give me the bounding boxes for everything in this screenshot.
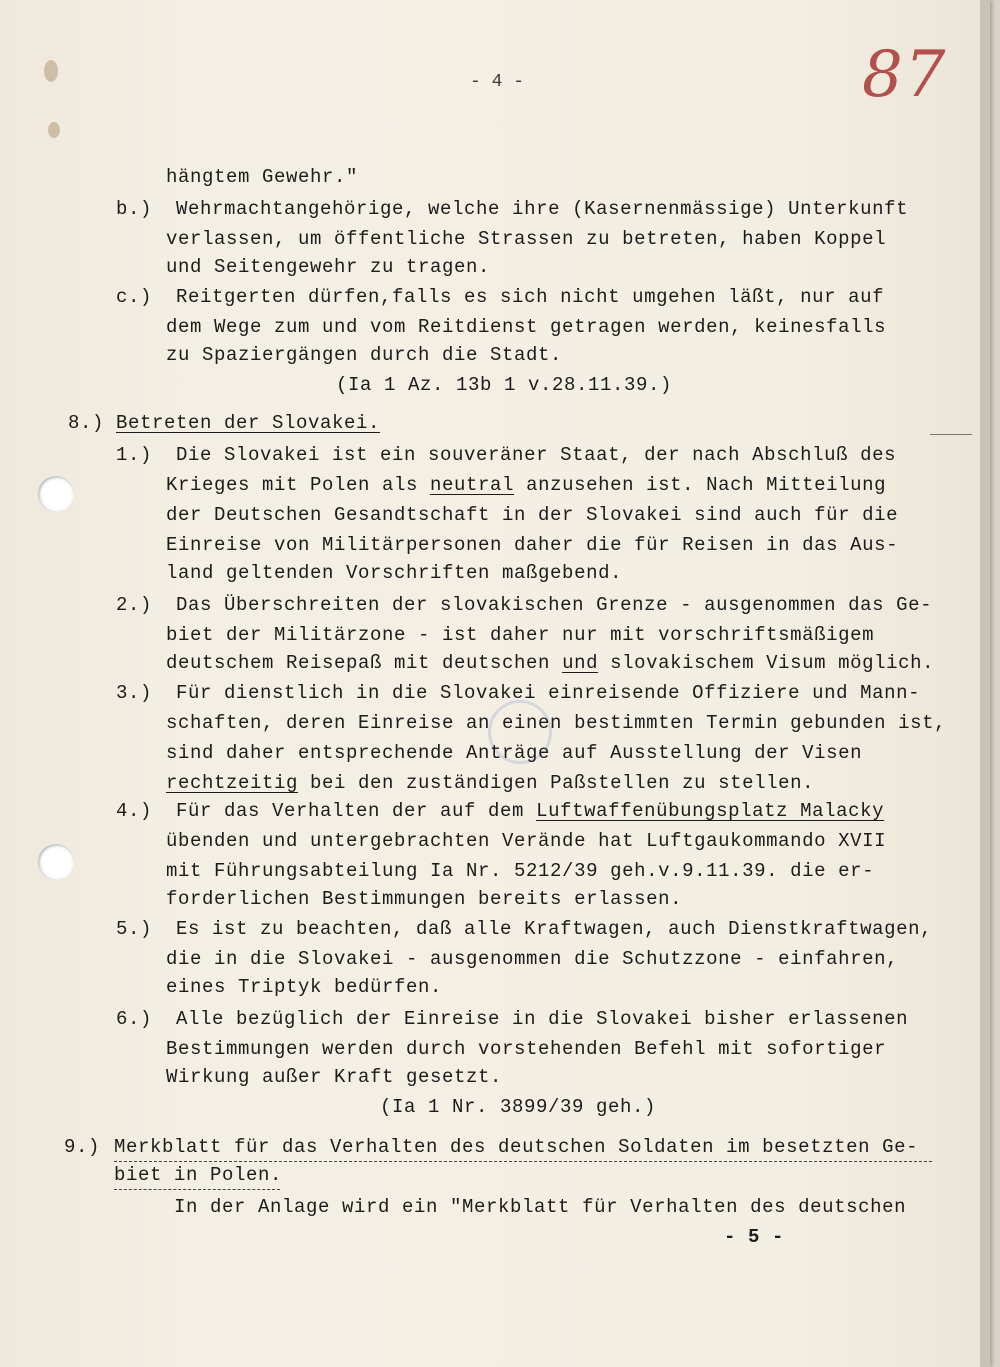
text-line: land geltenden Vorschriften maßgebend. bbox=[166, 562, 623, 584]
text-span: deutschem Reisepaß mit deutschen bbox=[166, 652, 563, 674]
underlined-word: Luftwaffenübungsplatz Malacky bbox=[536, 800, 885, 822]
page-edge bbox=[980, 0, 990, 1367]
text-line: 2.) Das Überschreiten der slovakischen Grenze - ausgenommen das Ge- bbox=[116, 594, 933, 616]
margin-mark bbox=[930, 434, 972, 435]
text-line: Einreise von Militärpersonen daher die für Reisen in das Aus- bbox=[166, 534, 899, 556]
text-line: dem Wege zum und vom Reitdienst getragen werden, keinesfalls bbox=[166, 316, 887, 338]
text-line: zu Spaziergängen durch die Stadt. bbox=[166, 344, 563, 366]
text-line: hängtem Gewehr." bbox=[166, 166, 359, 188]
text-line: der Deutschen Gesandtschaft in der Slovakei sind auch für die bbox=[166, 504, 899, 526]
section-number: 9.) bbox=[64, 1136, 101, 1158]
text-line bbox=[166, 652, 934, 674]
page-number-footer: - 5 - bbox=[724, 1226, 785, 1248]
text-line: c.) Reitgerten dürfen,falls es sich nicht umgehen läßt, nur auf bbox=[116, 286, 885, 308]
text-line bbox=[166, 474, 886, 496]
text-line: eines Triptyk bedürfen. bbox=[166, 976, 443, 998]
text-span: slovakischem Visum möglich. bbox=[598, 652, 935, 674]
punch-hole bbox=[38, 476, 74, 512]
text-line: die in die Slovakei - ausgenommen die Schutzzone - einfahren, bbox=[166, 948, 899, 970]
text-span: bei den zuständigen Paßstellen zu stellen. bbox=[298, 772, 815, 794]
underlined-word: neutral bbox=[430, 474, 515, 496]
page-number-top: - 4 - bbox=[470, 72, 525, 92]
text-line: 5.) Es ist zu beachten, daß alle Kraftwagen, auch Dienstkraftwagen, bbox=[116, 918, 933, 940]
text-span: 4.) Für das Verhalten der auf dem bbox=[116, 800, 537, 822]
punch-hole bbox=[38, 844, 74, 880]
text-line: übenden und untergebrachten Verände hat Luftgaukommando XVII bbox=[166, 830, 887, 852]
reference-line: (Ia 1 Nr. 3899/39 geh.) bbox=[380, 1096, 657, 1118]
heading-underline bbox=[114, 1189, 280, 1190]
text-span: Krieges mit Polen als bbox=[166, 474, 431, 496]
section-heading: Merkblatt für das Verhalten des deutschen Soldaten im besetzten Ge- bbox=[114, 1136, 919, 1158]
section-heading: Betreten der Slovakei. bbox=[116, 412, 381, 434]
underlined-word: rechtzeitig bbox=[166, 772, 299, 794]
text-line: schaften, deren Einreise an einen bestimmten Termin gebunden ist, bbox=[166, 712, 947, 734]
text-line: mit Führungsabteilung Ia Nr. 5212/39 geh.v.9.11.39. die er- bbox=[166, 860, 875, 882]
text-line: Bestimmungen werden durch vorstehenden Befehl mit sofortiger bbox=[166, 1038, 887, 1060]
reference-line: (Ia 1 Az. 13b 1 v.28.11.39.) bbox=[336, 374, 673, 396]
text-line bbox=[166, 772, 814, 794]
text-line: sind daher entsprechende Anträge auf Ausstellung der Visen bbox=[166, 742, 863, 764]
text-line: Wirkung außer Kraft gesetzt. bbox=[166, 1066, 503, 1088]
text-line: und Seitengewehr zu tragen. bbox=[166, 256, 491, 278]
text-line: forderlichen Bestimmungen bereits erlassen. bbox=[166, 888, 683, 910]
text-line: verlassen, um öffentliche Strassen zu betreten, haben Koppel bbox=[166, 228, 887, 250]
handwritten-folio-number: 87 bbox=[862, 38, 948, 112]
text-line: b.) Wehrmachtangehörige, welche ihre (Kasernenmässige) Unterkunft bbox=[116, 198, 909, 220]
stain-mark bbox=[44, 60, 58, 82]
text-line bbox=[116, 800, 884, 822]
text-line: 6.) Alle bezüglich der Einreise in die Slovakei bisher erlassenen bbox=[116, 1008, 909, 1030]
section-heading: biet in Polen. bbox=[114, 1164, 283, 1186]
text-line: 3.) Für dienstlich in die Slovakei einreisende Offiziere und Mann- bbox=[116, 682, 921, 704]
underlined-word: und bbox=[562, 652, 599, 674]
section-number: 8.) bbox=[68, 412, 105, 434]
stain-mark bbox=[48, 122, 60, 138]
text-span: anzusehen ist. Nach Mitteilung bbox=[514, 474, 887, 496]
heading-underline bbox=[114, 1161, 932, 1162]
text-line: In der Anlage wird ein "Merkblatt für Verhalten des deutschen bbox=[174, 1196, 907, 1218]
text-line: 1.) Die Slovakei ist ein souveräner Staat, der nach Abschluß des bbox=[116, 444, 897, 466]
text-line: biet der Militärzone - ist daher nur mit vorschriftsmäßigem bbox=[166, 624, 875, 646]
